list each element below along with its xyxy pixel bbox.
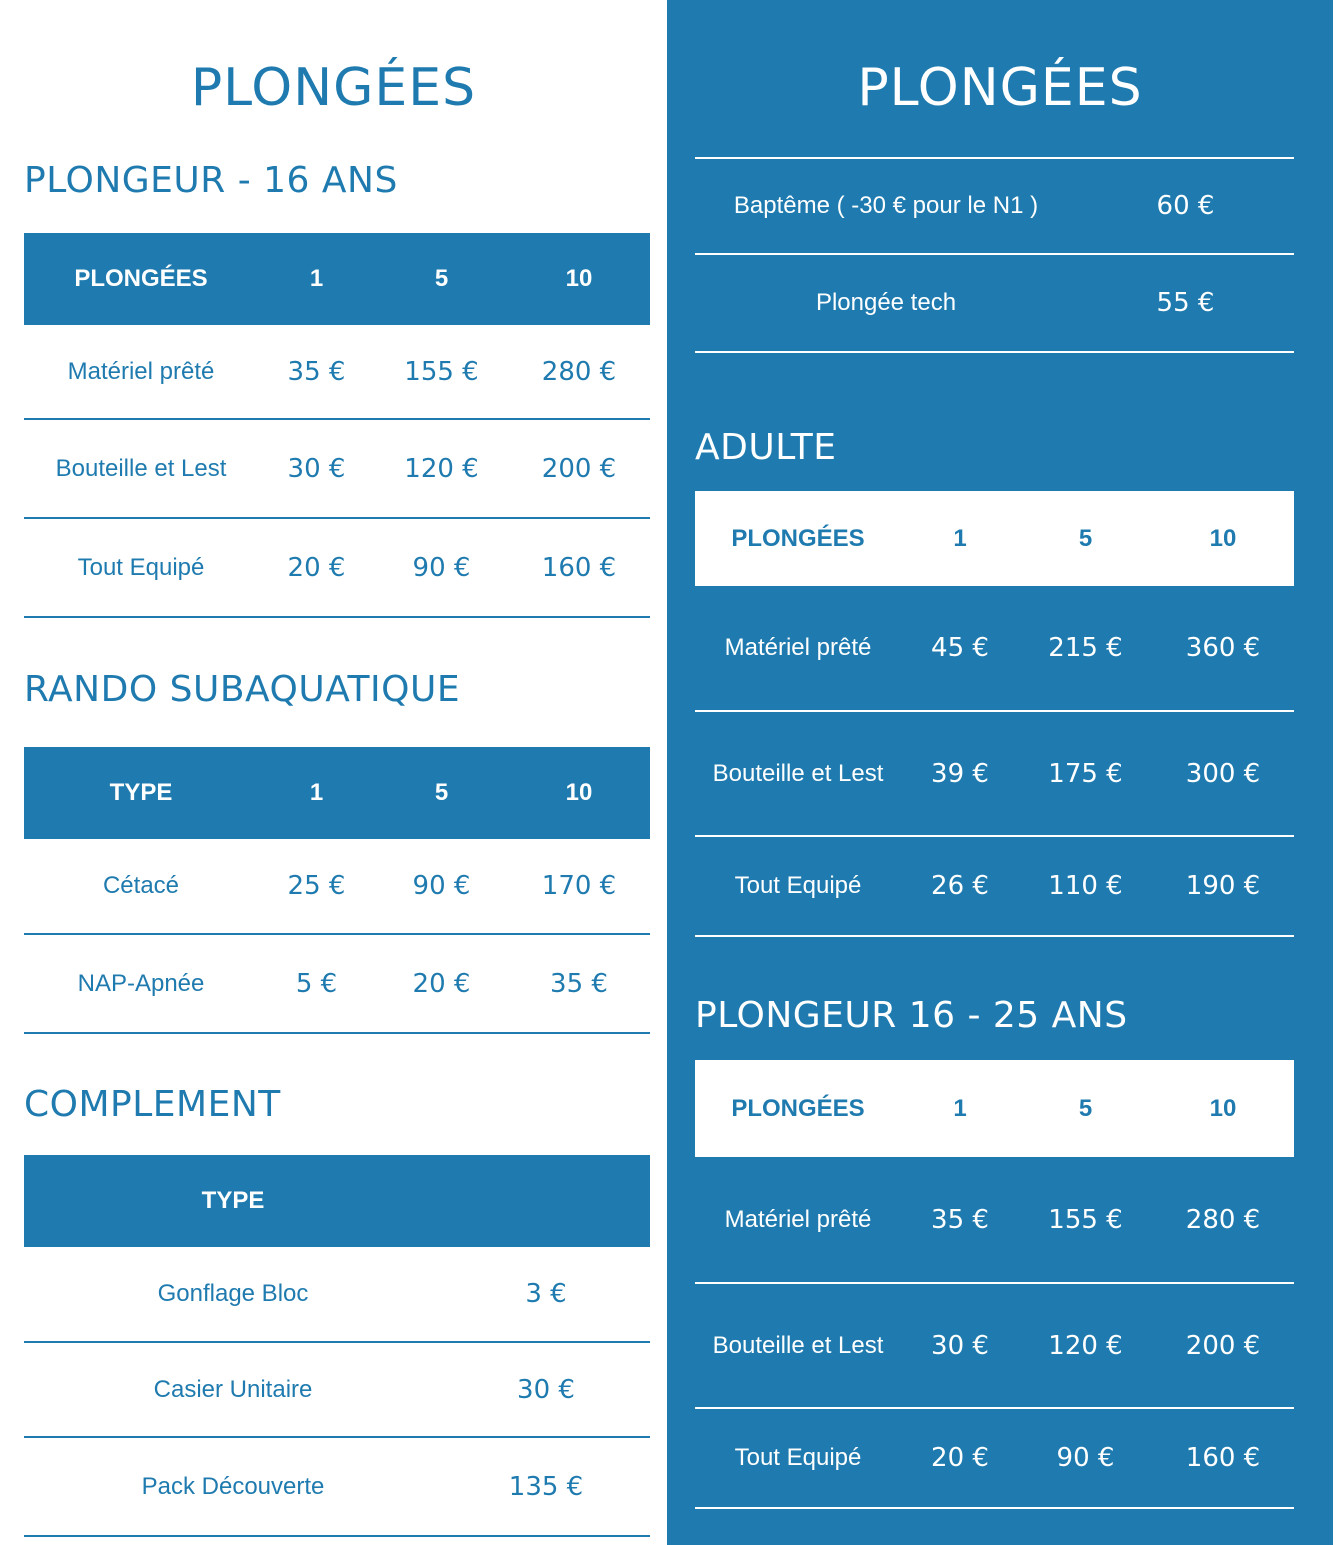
- price-10: 160 €: [508, 518, 650, 617]
- price-10: 280 €: [1152, 1157, 1294, 1283]
- row-label: Plongée tech: [695, 254, 1077, 352]
- column-header: 5: [1019, 1060, 1152, 1157]
- price: 30 €: [442, 1342, 650, 1437]
- price-5: 120 €: [375, 419, 508, 518]
- column-header: TYPE: [24, 747, 258, 839]
- column-header: 10: [508, 747, 650, 839]
- price-1: 20 €: [901, 1408, 1019, 1508]
- column-header: 1: [901, 1060, 1019, 1157]
- price-10: 300 €: [1152, 711, 1294, 836]
- row-label: Bouteille et Lest: [695, 1283, 901, 1408]
- row-label: Pack Découverte: [24, 1437, 442, 1536]
- table-row: [695, 1157, 1294, 1283]
- table-header-row: [24, 1155, 650, 1247]
- left-main-title: PLONGÉES: [190, 58, 477, 118]
- column-header: 1: [258, 747, 375, 839]
- row-label: Baptême ( -30 € pour le N1 ): [695, 158, 1077, 254]
- price-5: 90 €: [375, 839, 508, 934]
- price: 55 €: [1077, 254, 1294, 352]
- rando-heading: RANDO SUBAQUATIQUE: [24, 669, 461, 710]
- table-row: [24, 1342, 650, 1437]
- complement-heading: COMPLEMENT: [24, 1084, 281, 1125]
- row-label: Matériel prêté: [24, 325, 258, 419]
- column-header: 1: [901, 491, 1019, 586]
- price-5: 155 €: [1019, 1157, 1152, 1283]
- column-header: PLONGÉES: [695, 491, 901, 586]
- right-panel: [667, 0, 1333, 1545]
- column-header: 10: [1152, 491, 1294, 586]
- price-5: 110 €: [1019, 836, 1152, 936]
- table-header-row: [24, 233, 650, 325]
- price-5: 175 €: [1019, 711, 1152, 836]
- row-label: NAP-Apnée: [24, 934, 258, 1033]
- left-panel: [0, 0, 667, 1545]
- row-label: Cétacé: [24, 839, 258, 934]
- junior-price-table: [24, 233, 650, 618]
- table-row: [24, 518, 650, 617]
- table-row: [24, 839, 650, 934]
- table-header-row: [24, 747, 650, 839]
- right-main-title: PLONGÉES: [857, 58, 1143, 118]
- price-5: 20 €: [375, 934, 508, 1033]
- column-header: TYPE: [24, 1155, 442, 1247]
- table-row: [695, 158, 1294, 254]
- column-header: 5: [1019, 491, 1152, 586]
- young-price-table: [695, 1060, 1294, 1509]
- table-row: [695, 254, 1294, 352]
- price-1: 45 €: [901, 586, 1019, 711]
- adult-price-table: [695, 491, 1294, 937]
- price: 3 €: [442, 1247, 650, 1342]
- column-header: 5: [375, 233, 508, 325]
- price-1: 39 €: [901, 711, 1019, 836]
- price-1: 20 €: [258, 518, 375, 617]
- adult-heading: ADULTE: [695, 427, 837, 468]
- table-row: [24, 419, 650, 518]
- special-dives-table: [695, 157, 1294, 353]
- row-label: Matériel prêté: [695, 586, 901, 711]
- table-row: [695, 1408, 1294, 1508]
- price-10: 160 €: [1152, 1408, 1294, 1508]
- price-1: 26 €: [901, 836, 1019, 936]
- row-label: Bouteille et Lest: [24, 419, 258, 518]
- price-10: 35 €: [508, 934, 650, 1033]
- table-row: [695, 586, 1294, 711]
- price-5: 155 €: [375, 325, 508, 419]
- row-label: Tout Equipé: [695, 836, 901, 936]
- row-label: Matériel prêté: [695, 1157, 901, 1283]
- price-1: 5 €: [258, 934, 375, 1033]
- price: 135 €: [442, 1437, 650, 1536]
- column-header: 1: [258, 233, 375, 325]
- junior-heading: PLONGEUR - 16 ANS: [24, 160, 398, 201]
- column-header: PLONGÉES: [695, 1060, 901, 1157]
- row-label: Gonflage Bloc: [24, 1247, 442, 1342]
- price-5: 90 €: [375, 518, 508, 617]
- price-10: 280 €: [508, 325, 650, 419]
- table-header-row: [695, 1060, 1294, 1157]
- price-5: 90 €: [1019, 1408, 1152, 1508]
- price: 60 €: [1077, 158, 1294, 254]
- complement-price-table: [24, 1155, 650, 1537]
- price-1: 30 €: [258, 419, 375, 518]
- price-1: 35 €: [258, 325, 375, 419]
- row-label: Tout Equipé: [695, 1408, 901, 1508]
- table-row: [24, 1437, 650, 1536]
- young-heading: PLONGEUR 16 - 25 ANS: [695, 995, 1128, 1036]
- table-header-row: [695, 491, 1294, 586]
- table-row: [695, 1283, 1294, 1408]
- price-10: 190 €: [1152, 836, 1294, 936]
- column-header: 10: [1152, 1060, 1294, 1157]
- table-row: [695, 836, 1294, 936]
- rando-price-table: [24, 747, 650, 1034]
- column-header: 10: [508, 233, 650, 325]
- column-header: PLONGÉES: [24, 233, 258, 325]
- column-header: 5: [375, 747, 508, 839]
- price-10: 200 €: [1152, 1283, 1294, 1408]
- table-row: [24, 325, 650, 419]
- price-10: 360 €: [1152, 586, 1294, 711]
- price-5: 120 €: [1019, 1283, 1152, 1408]
- price-10: 200 €: [508, 419, 650, 518]
- price-1: 25 €: [258, 839, 375, 934]
- row-label: Casier Unitaire: [24, 1342, 442, 1437]
- price-1: 30 €: [901, 1283, 1019, 1408]
- table-row: [695, 711, 1294, 836]
- row-label: Bouteille et Lest: [695, 711, 901, 836]
- price-5: 215 €: [1019, 586, 1152, 711]
- table-row: [24, 934, 650, 1033]
- price-1: 35 €: [901, 1157, 1019, 1283]
- table-row: [24, 1247, 650, 1342]
- row-label: Tout Equipé: [24, 518, 258, 617]
- column-header-empty: [442, 1155, 650, 1247]
- price-10: 170 €: [508, 839, 650, 934]
